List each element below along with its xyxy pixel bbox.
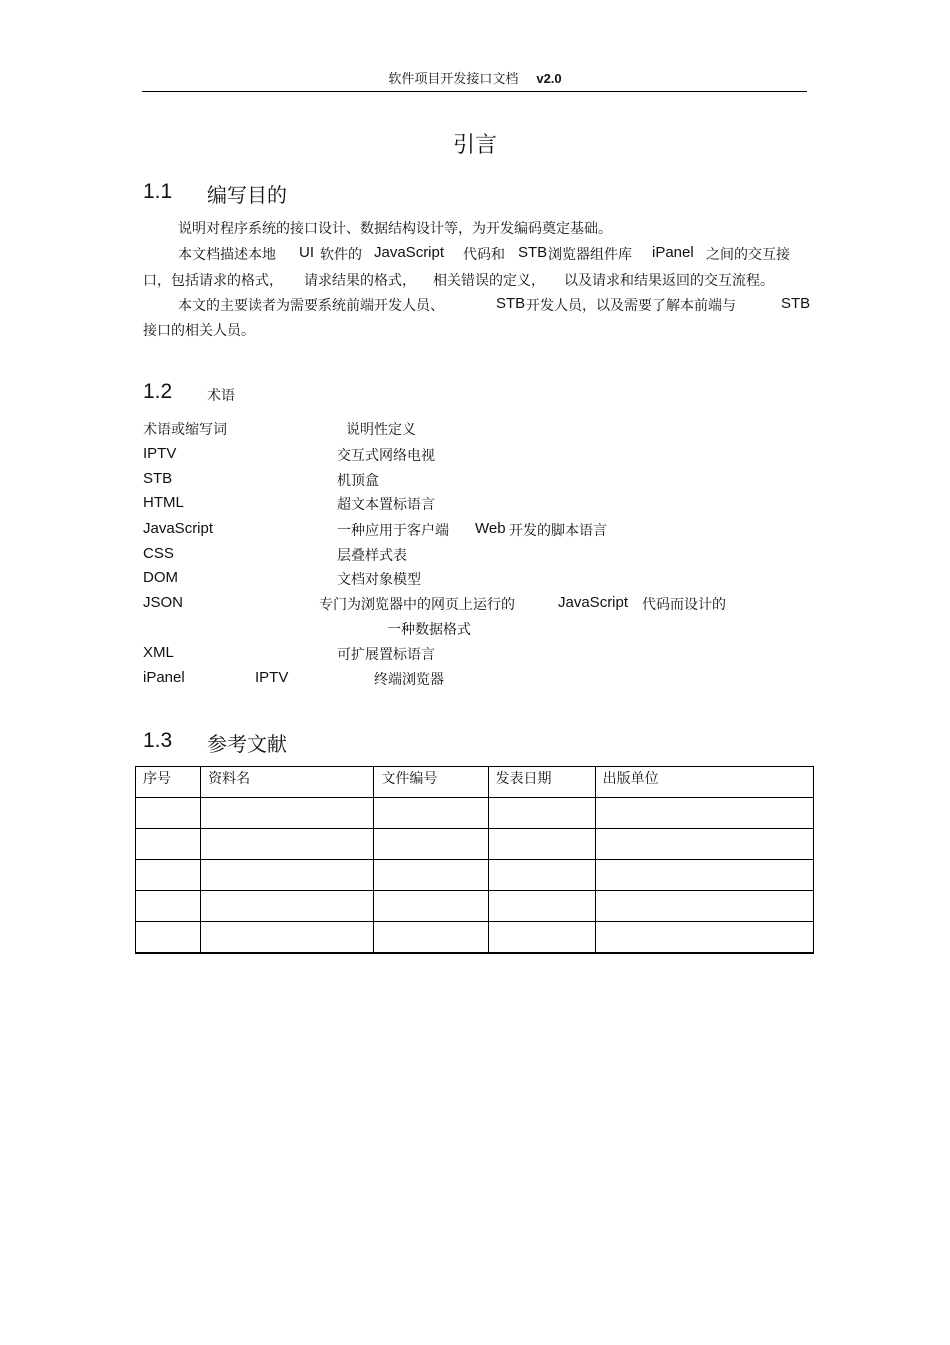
table-row <box>136 798 814 829</box>
header-cell-name: 资料名 <box>201 767 374 798</box>
p3-line2: 接口的相关人员。 <box>143 323 255 339</box>
term-definition: 文档对象模型 <box>337 572 421 588</box>
table-cell <box>136 891 201 922</box>
header-cell-publisher: 出版单位 <box>595 767 813 798</box>
term-definition-javascript: JavaScript <box>558 594 629 611</box>
section-1-1-number: 1.1 <box>143 180 173 203</box>
header-cell-date: 发表日期 <box>488 767 595 798</box>
p2-line2-a: 口，包括请求的格式， <box>143 273 283 289</box>
table-cell <box>595 922 813 954</box>
section-1-3-number: 1.3 <box>143 729 173 752</box>
header-rule <box>142 91 807 92</box>
p2-line2-d: 以及请求和结果返回的交互流程。 <box>564 273 774 289</box>
table-cell <box>374 860 488 891</box>
p2-ipanel: iPanel <box>652 244 694 261</box>
term-definition: 超文本置标语言 <box>337 497 435 513</box>
table-cell <box>201 891 374 922</box>
header-version: v2.0 <box>536 71 562 86</box>
table-cell <box>374 922 488 954</box>
table-cell <box>201 798 374 829</box>
table-row <box>136 829 814 860</box>
purpose-paragraph-1: 说明对程序系统的接口设计、数据结构设计等，为开发编码奠定基础。 <box>178 221 612 237</box>
p2-javascript: JavaScript <box>374 244 445 261</box>
term-definition-a: 专门为浏览器中的网页上运行的 <box>319 597 515 613</box>
table-cell <box>201 860 374 891</box>
table-cell <box>488 829 595 860</box>
p2-line2-b: 请求结果的格式， <box>304 273 416 289</box>
term-name: JavaScript <box>143 520 214 537</box>
references-table <box>135 766 814 954</box>
section-1-2-title: 术语 <box>207 388 235 404</box>
section-1-2-number: 1.2 <box>143 380 173 403</box>
table-cell <box>374 798 488 829</box>
term-definition-b: 代码而设计的 <box>642 597 726 613</box>
p2-text-e: 之间的交互接 <box>706 247 790 263</box>
section-1-1-title: 编写目的 <box>207 183 287 207</box>
table-cell <box>136 798 201 829</box>
p2-text-b: 软件的 <box>320 247 362 263</box>
term-definition-b: 开发的脚本语言 <box>509 523 607 539</box>
table-row <box>136 922 814 954</box>
term-name: XML <box>143 644 174 661</box>
header-cell-doc-number: 文件编号 <box>374 767 488 798</box>
p3-text-a: 本文的主要读者为需要系统前端开发人员、 <box>178 298 444 314</box>
term-name: STB <box>143 470 173 487</box>
term-definition-a: 一种应用于客户端 <box>337 523 449 539</box>
table-row <box>136 891 814 922</box>
table-cell <box>595 798 813 829</box>
table-cell <box>488 922 595 954</box>
table-cell <box>374 891 488 922</box>
terms-header-term: 术语或缩写词 <box>143 422 227 438</box>
table-cell <box>136 860 201 891</box>
term-name: CSS <box>143 545 174 562</box>
term-definition: 终端浏览器 <box>374 672 444 688</box>
header-cell-index: 序号 <box>136 767 201 798</box>
term-name-secondary: IPTV <box>255 669 289 686</box>
p2-stb: STB <box>518 244 548 261</box>
table-cell <box>595 829 813 860</box>
term-name: HTML <box>143 494 184 511</box>
table-cell <box>136 922 201 954</box>
term-definition: 可扩展置标语言 <box>337 647 435 663</box>
term-definition: 机顶盒 <box>337 473 379 489</box>
table-row <box>136 860 814 891</box>
table-cell <box>595 860 813 891</box>
term-name: JSON <box>143 594 184 611</box>
term-definition: 层叠样式表 <box>337 548 407 564</box>
term-definition-web: Web <box>475 520 506 537</box>
page-title: 引言 <box>452 133 497 158</box>
table-cell <box>488 891 595 922</box>
term-definition-c: 一种数据格式 <box>387 622 471 638</box>
terms-header-definition: 说明性定义 <box>346 422 416 438</box>
table-cell <box>374 829 488 860</box>
table-cell <box>488 860 595 891</box>
p2-ui: UI <box>299 244 314 261</box>
table-cell <box>201 829 374 860</box>
p2-text-c: 代码和 <box>463 247 505 263</box>
table-cell <box>595 891 813 922</box>
term-name: iPanel <box>143 669 185 686</box>
section-1-3-title: 参考文献 <box>207 732 287 756</box>
p3-stb-2: STB <box>781 295 811 312</box>
term-name: IPTV <box>143 445 177 462</box>
p2-text-d: 浏览器组件库 <box>548 247 632 263</box>
term-name: DOM <box>143 569 178 586</box>
p2-text-a: 本文档描述本地 <box>178 247 276 263</box>
page-header <box>0 68 950 87</box>
table-header-row <box>136 767 814 798</box>
table-cell <box>201 922 374 954</box>
p2-line2-c: 相关错误的定义， <box>433 273 545 289</box>
header-title: 软件项目开发接口文档 <box>388 72 519 87</box>
term-definition: 交互式网络电视 <box>337 448 435 464</box>
p3-stb-1: STB <box>496 295 526 312</box>
p3-text-b: 开发人员，以及需要了解本前端与 <box>526 298 736 314</box>
table-cell <box>488 798 595 829</box>
table-cell <box>136 829 201 860</box>
